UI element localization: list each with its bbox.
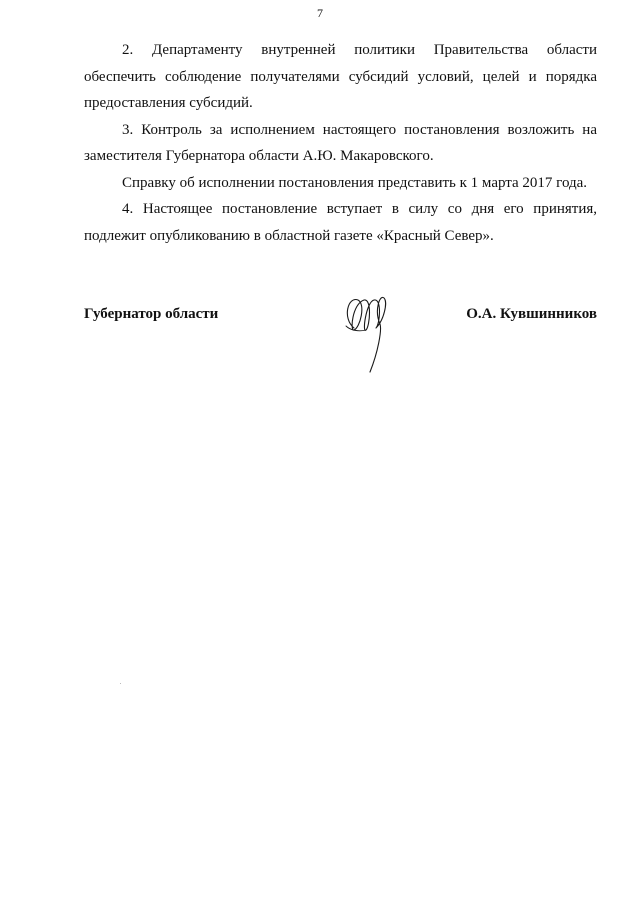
paragraph-2-department: 2. Департаменту внутренней политики Правительства области обеспечить соблюдение получателями субсидий условий, целей и порядка предоставления субсидий. <box>84 42 597 111</box>
handwritten-signature <box>340 290 400 380</box>
signature-block <box>84 300 597 380</box>
page-number: 7 <box>317 6 323 20</box>
paragraph-3-control: 3. Контроль за исполнением настоящего постановления возложить на заместителя Губернатора области А.Ю. Макаровского. <box>84 121 597 164</box>
scan-speck <box>120 683 121 684</box>
document-body <box>84 37 597 249</box>
signatory-name: О.А. Кувшинников <box>466 306 597 322</box>
signatory-title: Губернатор области <box>84 306 219 322</box>
paragraph-4-effective: 4. Настоящее постановление вступает в силу со дня его принятия, подлежит опубликованию в областной газете «Красный Север». <box>84 201 597 244</box>
paragraph-report: Справку об исполнении постановления представить к 1 марта 2017 года. <box>122 174 588 191</box>
